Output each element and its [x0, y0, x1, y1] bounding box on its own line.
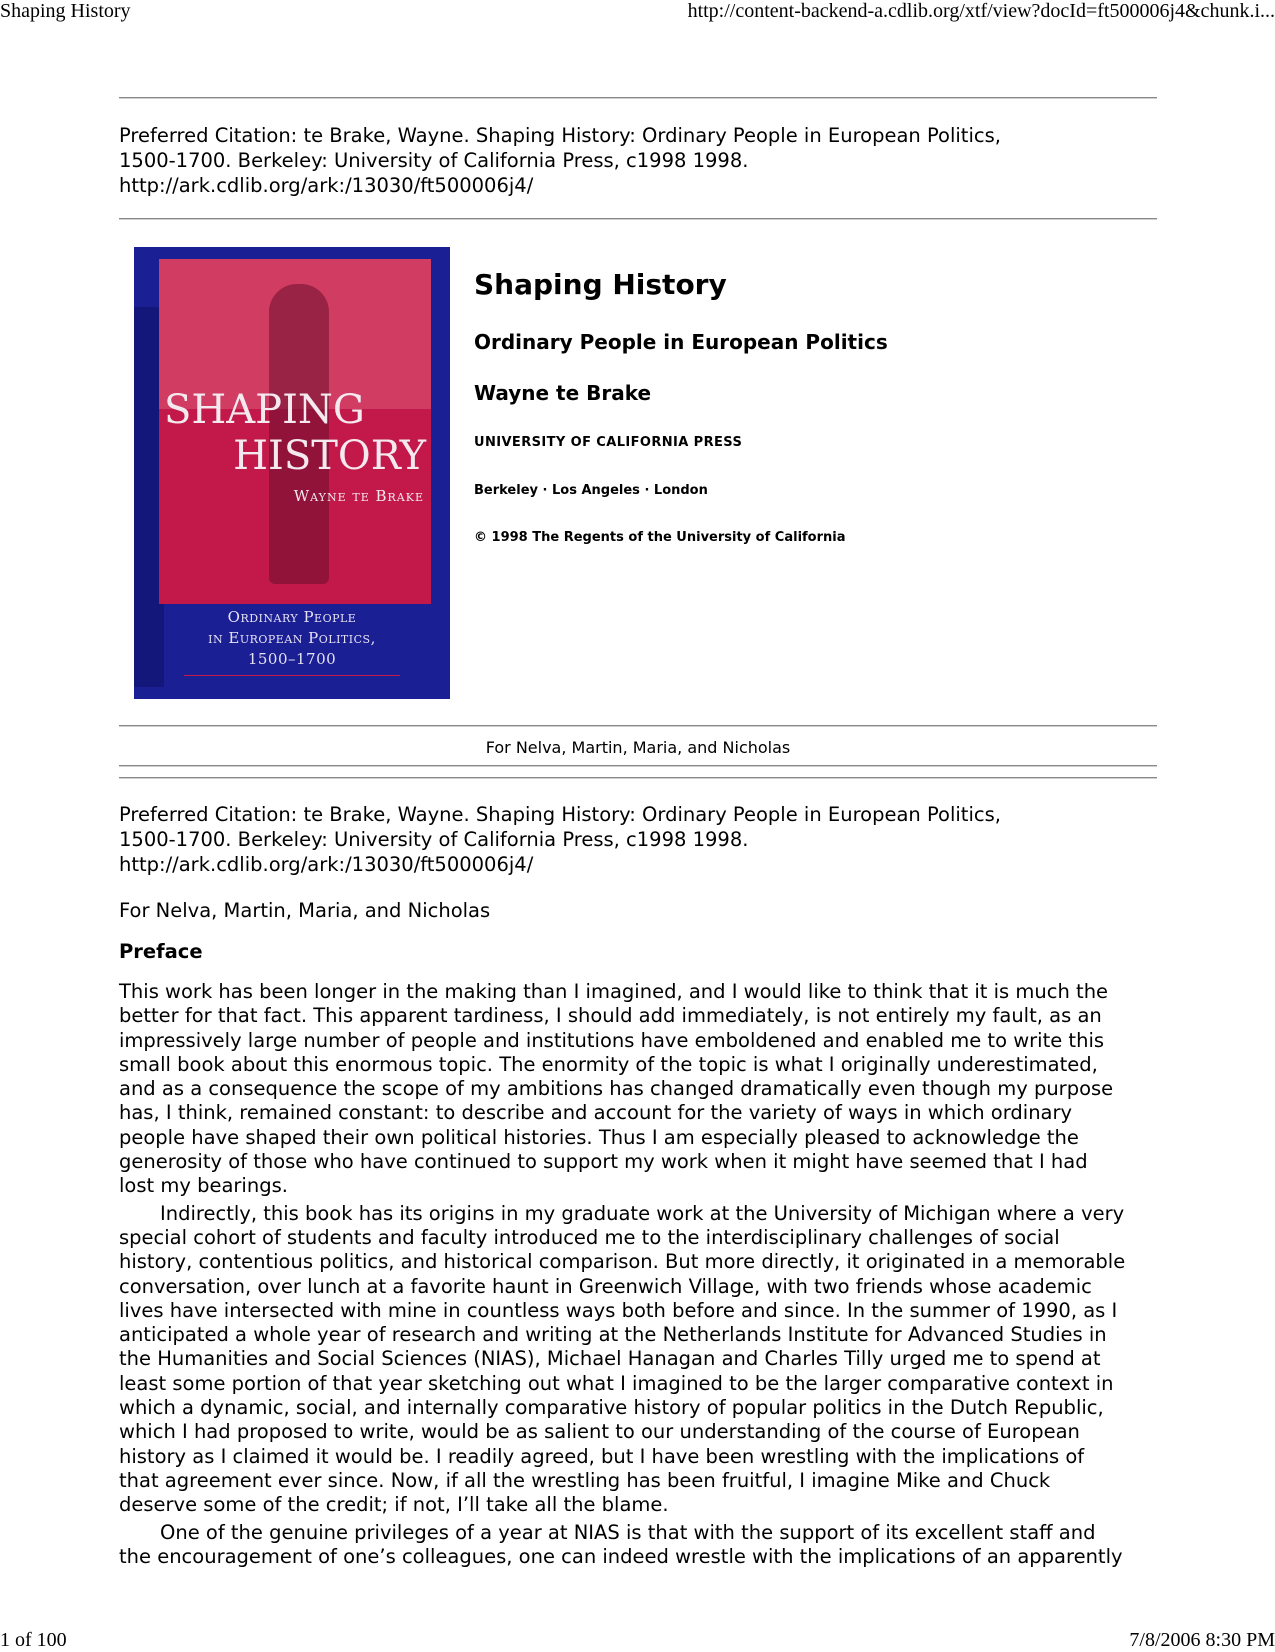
book-cover-image [134, 247, 450, 699]
print-header-title: Shaping History [0, 0, 131, 22]
book-subtitle: Ordinary People in European Politics [474, 330, 888, 354]
citation-line: 1500-1700. Berkeley: University of California Press, c1998 1998. [119, 828, 749, 851]
section-rule [119, 777, 1157, 779]
citation-rule [119, 218, 1157, 220]
body-dedication: For Nelva, Martin, Maria, and Nicholas [119, 899, 491, 922]
citation-line: Preferred Citation: te Brake, Wayne. Shaping History: Ordinary People in European Politics, [119, 803, 1001, 826]
print-footer-page: 1 of 100 [0, 1629, 67, 1651]
dedication: For Nelva, Martin, Maria, and Nicholas [485, 738, 791, 757]
publisher-name: UNIVERSITY OF CALIFORNIA PRESS [474, 435, 743, 450]
print-header-url: http://content-backend-a.cdlib.org/xtf/view?docId=ft500006j4&chunk.i... [687, 0, 1275, 22]
publisher-locations: Berkeley · Los Angeles · London [474, 483, 708, 498]
cover-subtitle: Ordinary People in European Politics, 1500–1700 [208, 608, 376, 668]
citation-line: 1500-1700. Berkeley: University of California Press, c1998 1998. [119, 149, 749, 172]
dedication-rule-top [119, 725, 1157, 727]
citation-line: http://ark.cdlib.org/ark:/13030/ft500006j4/ [119, 853, 534, 876]
top-rule [119, 97, 1157, 99]
citation-line: Preferred Citation: te Brake, Wayne. Shaping History: Ordinary People in European Politics, [119, 124, 1001, 147]
paragraph: One of the genuine privileges of a year at NIAS is that with the support of its excellent staff and the encouragement of one’s colleagues, one can indeed wrestle with the implications of an apparently [119, 1520, 1123, 1568]
cover-title: SHAPING HISTORY [164, 387, 426, 479]
cover-author: Wayne te Brake [293, 487, 424, 505]
print-footer-datetime: 7/8/2006 8:30 PM [1129, 1629, 1275, 1651]
book-title: Shaping History [474, 268, 727, 301]
preferred-citation [119, 123, 1157, 198]
paragraph: Indirectly, this book has its origins in my graduate work at the University of Michigan where a very special cohort of students and faculty introduced me to the interdisciplinary challenges of social history, contentious politics, and historical comparison. But more directly, it originated in a memorable conversation, over lunch at a favorite haunt in Greenwich Village, with two friends whose academic lives have intersected with mine in countless ways both before and since. In the summer of 1990, as I anticipated a whole year of research and writing at the Netherlands Institute for Advanced Studies in the Humanities and Social Sciences (NIAS), Michael Hanagan and Charles Tilly urged me to spend at least some portion of that year sketching out what I imagined to be the larger comparative context in which a dynamic, social, and internally comparative history of popular politics in the Dutch Republic, which I had proposed to write, would be as salient to our understanding of the course of European history as I claimed it would be. I readily agreed, but I have been wrestling with the implications of that agreement ever since. Now, if all the wrestling has been fruitful, I imagine Mike and Chuck deserve some of the credit; if not, I’ll take all the blame. [119, 1201, 1126, 1517]
preface-body [119, 980, 1157, 1569]
preface-heading: Preface [119, 940, 203, 963]
book-author: Wayne te Brake [474, 381, 652, 405]
dedication-rule-bottom [119, 765, 1157, 767]
copyright-notice: © 1998 The Regents of the University of California [474, 530, 846, 545]
preferred-citation-repeat [119, 802, 1157, 877]
citation-line: http://ark.cdlib.org/ark:/13030/ft500006j4/ [119, 174, 534, 197]
paragraph: This work has been longer in the making than I imagined, and I would like to think that it is much the better for that fact. This apparent tardiness, I should add immediately, is not entirely my fault, as an impressively large number of people and institutions have emboldened and enabled me to write this small book about this enormous topic. The enormity of the topic is what I originally underestimated, and as a consequence the scope of my ambitions has changed dramatically even though my purpose has, I think, remained constant: to describe and account for the variety of ways in which ordinary people have shaped their own political histories. Thus I am especially pleased to acknowledge the generosity of those who have continued to support my work when it might have seemed that I had lost my bearings. [119, 980, 1114, 1198]
